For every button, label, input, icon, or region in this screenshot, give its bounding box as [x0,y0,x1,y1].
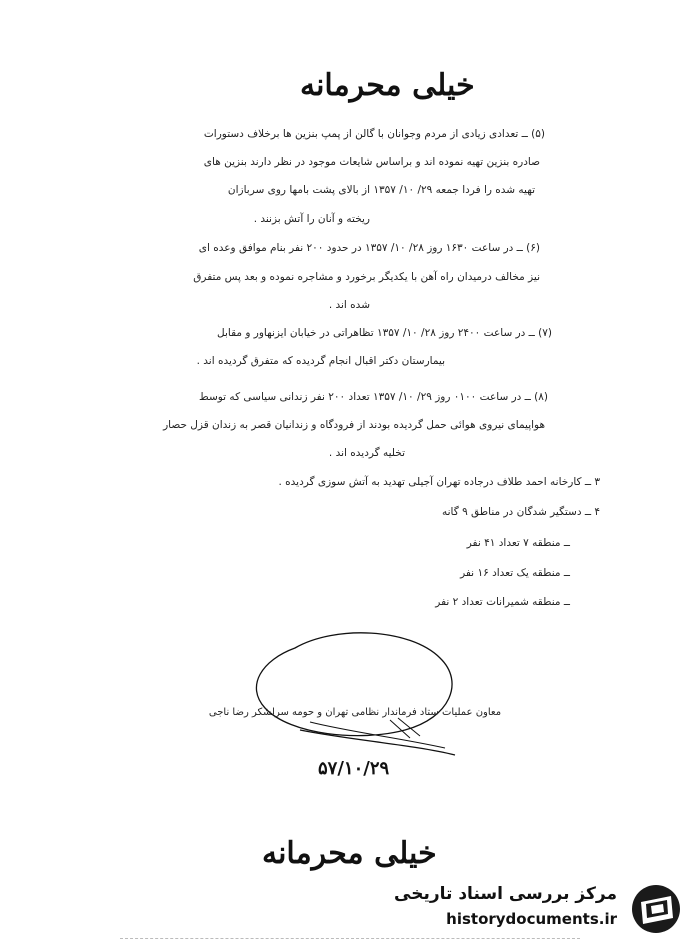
doc-line: شده اند . [328,299,370,311]
doc-line: (۸) ــ در ساعت ۰۱۰۰ روز ۲۹/ ۱۰/ ۱۳۵۷ تعداد ۲۰۰ نفر زندانی سیاسی که توسط [198,391,548,403]
doc-line: ــ منطقه ۷ تعداد ۴۱ نفر [466,537,570,549]
handwritten-signature [240,620,480,760]
archive-logo-icon [627,882,685,936]
doc-line: صادره بنزین تهیه نموده اند و براساس شایعات موجود در نظر دارند بنزین های [203,156,540,168]
doc-line: ــ منطقه یک تعداد ۱۶ نفر [460,567,570,579]
doc-line: (۷) ــ در ساعت ۲۴۰۰ روز ۲۸/ ۱۰/ ۱۳۵۷ تظاهراتی در خیابان ایزنهاور و مقابل [217,327,552,339]
doc-line: تهیه شده را فردا جمعه ۲۹/ ۱۰/ ۱۳۵۷ از بالای پشت بامها روی سربازان [227,184,535,196]
watermark-title: مرکز بررسی اسناد تاریخی [394,884,617,904]
signature-date: ۵۷/۱۰/۲۹ [318,758,390,779]
doc-line: نیز مخالف درمیدان راه آهن با یکدیگر برخورد و مشاجره نموده و بعد پس متفرق [193,271,540,283]
doc-line: ریخته و آنان را آتش بزنند . [253,213,370,225]
signatory-caption: معاون عملیات ستاد فرماندار نظامی تهران و حومه سرلشکر رضا ناجی [208,707,502,718]
doc-line: ۴ ــ دستگیر شدگان در مناطق ۹ گانه [441,506,600,518]
doc-line: ۳ ــ کارخانه احمد طلاف درجاده تهران آجیلی تهدید به آتش سوزی گردیده . [278,476,600,488]
doc-line: (۶) ــ در ساعت ۱۶۳۰ روز ۲۸/ ۱۰/ ۱۳۵۷ در حدود ۲۰۰ نفر بنام موافق وعده ای [198,242,540,254]
watermark [394,878,695,940]
doc-line: بیمارستان دکتر اقبال انجام گردیده که متفرق گردیده اند . [196,355,445,367]
doc-line: تخلیه گردیده اند . [328,447,405,459]
watermark-url: historydocuments.ir [446,910,617,928]
page-bottom-edge [120,938,580,943]
doc-line: هواپیمای نیروی هوائی حمل گردیده بودند از فرودگاه و زندانیان قصر به زندان قزل حصار [163,419,545,431]
classification-heading-top: خیلی محرمانه [300,68,475,103]
doc-line: (۵) ــ تعدادی زیادی از مردم وجوانان با گالن از پمپ بنزین ها برخلاف دستورات [203,128,545,140]
doc-line: ــ منطقه شمیرانات تعداد ۲ نفر [435,596,570,608]
classification-heading-bottom: خیلی محرمانه [262,836,437,871]
